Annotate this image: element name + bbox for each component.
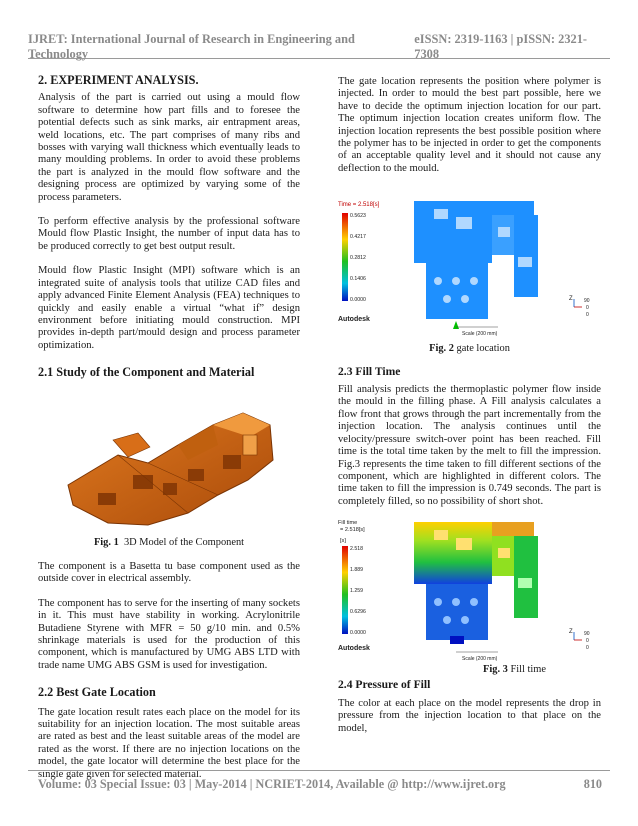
- paragraph: Fill analysis predicts the thermoplastic polymer flow inside the mould in the filling phase. A Fill analysis calculates a flow front that grows through the part incrementally from the injection location. The analysis continues until the velocity/pressure switch-over point has been reached. Fill time is the total time taken by the melt to fill the impression. Fig.3 represents the time taken to fill different sections of the component, which are highlighted in different colors. The time taken to fill the impression is 0.749 seconds. The part is completely filled, so no possibility of short shot.: [338, 384, 601, 507]
- journal-title: IJRET: International Journal of Research in Engineering and Technology: [28, 32, 355, 61]
- fill-time-plot-icon: [338, 518, 601, 666]
- paragraph: The component has to serve for the inserting of many sockets in it. This must have stability in working. Acrylonitrile Butadiene Styrene with MFR = 50 g/10 min. and 0.5% shrinkage materials is used for the production of this component, which is manufactured by UMG ABS LTD with trade name UMG ABS GSM is used for investigation.: [38, 597, 300, 671]
- svg-text:90: 90: [584, 298, 590, 305]
- running-header: [28, 32, 610, 61]
- fig2-time-label: Time = 2.518[s]: [338, 202, 380, 209]
- figure-2-caption: [338, 343, 601, 355]
- issn: eISSN: 2319-1163 | pISSN: 2321-7308: [414, 32, 588, 61]
- section-2-4-title: 2.4 Pressure of Fill: [338, 677, 431, 691]
- fig3-legend-value: 1.259: [350, 588, 363, 595]
- section-2-3-title: 2.3 Fill Time: [338, 364, 401, 378]
- section-2-1-title: 2.1 Study of the Component and Material: [38, 365, 255, 380]
- fig3-legend-value: 0.0000: [350, 630, 366, 637]
- svg-text:0: 0: [586, 312, 589, 319]
- paragraph: The color at each place on the model represents the drop in pressure from the injection location to that place on the model,: [338, 697, 601, 734]
- volume-info: Volume: 03 Special Issue: 03 | May-2014 | NCRIET-2014, Available @ http://www.ijret.org: [38, 776, 506, 791]
- fig3-time-label: = 2.518[s]: [340, 527, 365, 534]
- component-3d-model-icon: [38, 385, 300, 537]
- fig3-brand: Autodesk: [338, 645, 370, 653]
- fig2-brand: Autodesk: [338, 316, 370, 324]
- svg-text:0: 0: [586, 638, 589, 645]
- figure-3-text: Fill time: [510, 664, 546, 676]
- figure-2-text: gate location: [456, 343, 510, 355]
- fig3-color-legend: [342, 546, 348, 634]
- svg-text:90: 90: [584, 631, 590, 638]
- section-2-title: 2. EXPERIMENT ANALYSIS.: [38, 73, 199, 87]
- figure-1-image: [38, 385, 300, 537]
- paragraph: The gate location represents the position where polymer is injected. In order to mould the best part possible, here we have to decide the optimum injection location for our part. The optimum injection location creates uniform flow. The injection location represents the best possible position where the polymer has to be injected in order to get the components of an acceptable quality level and it should not cause any deflection to the mould.: [338, 76, 601, 174]
- paragraph: The gate location result rates each place on the model for its suitability for an injection location. The most suitable areas are rated as best and the least suitable areas of the model are rated as the worst. If there are no injection locations on the model, the gate locator will determine the best place for the single gate given for selected material.: [38, 706, 300, 780]
- footer-divider: [28, 770, 610, 771]
- fig2-legend-value: 0.4217: [350, 234, 366, 241]
- svg-text:Z: Z: [569, 296, 573, 303]
- header-divider: [28, 58, 610, 59]
- figure-2-image: [338, 197, 601, 337]
- fig3-part-model: [414, 522, 538, 644]
- figure-1-text: 3D Model of the Component: [123, 536, 245, 548]
- fig2-color-legend: [342, 213, 348, 301]
- running-footer: [38, 774, 602, 794]
- fig3-unit: [s]: [340, 538, 346, 545]
- fig2-part-model: [414, 201, 538, 329]
- fig3-title: Fill time: [338, 520, 358, 527]
- figure-2-label: Fig. 2: [429, 343, 454, 355]
- figure-1-caption: [38, 537, 300, 549]
- fig3-legend-value: 0.6296: [350, 609, 366, 616]
- svg-text:Z: Z: [569, 629, 573, 636]
- paragraph: The component is a Basetta tu base component used as the outside cover in electrical assembly.: [38, 560, 300, 585]
- paragraph: Analysis of the part is carried out using a mould flow software to determine how part fills and to foresee the potential defects such as sink marks, air entrapment areas, weld locations, etc. The part comprises of many ribs and bosses with varying wall thickness which eventually leads to many moulding problems. In order to avoid these problems the part is analyzed in the mould flow software and the designing process are optimized by varying some of the process parameters.: [38, 92, 300, 203]
- fig3-scale: Scale (200 mm): [462, 656, 498, 663]
- fig2-legend-value: 0.1406: [350, 276, 366, 283]
- right-column: [338, 64, 601, 735]
- figure-1-label: Fig. 1: [93, 536, 119, 548]
- fig3-axis-triad-icon: [569, 629, 590, 651]
- svg-text:0: 0: [586, 645, 589, 652]
- fig2-axis-triad-icon: [569, 296, 590, 318]
- fig2-legend-value: 0.0000: [350, 297, 366, 304]
- figure-3-label: Fig. 3: [483, 664, 508, 676]
- svg-text:0: 0: [586, 305, 589, 312]
- fig3-legend-value: 1.889: [350, 567, 363, 574]
- fig2-legend-value: 0.2812: [350, 255, 366, 262]
- left-column: [38, 64, 300, 781]
- fig3-legend-value: 2.518: [350, 546, 363, 553]
- gate-location-plot-icon: [338, 197, 601, 337]
- fig2-legend-value: 0.5623: [350, 213, 366, 220]
- fig2-scale: Scale (200 mm): [462, 331, 498, 338]
- paragraph: Mould flow Plastic Insight (MPI) software which is an integrated suite of analysis tools that utilize CAD files and apply advanced Finite Element Analysis (FEA) techniques to quickly and easily enable a virtual “what if” design environment before initiating mould construction. MPI provides in-depth part/mould design and process parameter optimization.: [38, 265, 300, 351]
- figure-3-image: [338, 518, 601, 666]
- paragraph: To perform effective analysis by the professional software Mould flow Plastic Insight, the number of input data has to be produced correctly to get best output result.: [38, 216, 300, 252]
- page-number: 810: [583, 776, 602, 791]
- section-2-2-title: 2.2 Best Gate Location: [38, 685, 156, 700]
